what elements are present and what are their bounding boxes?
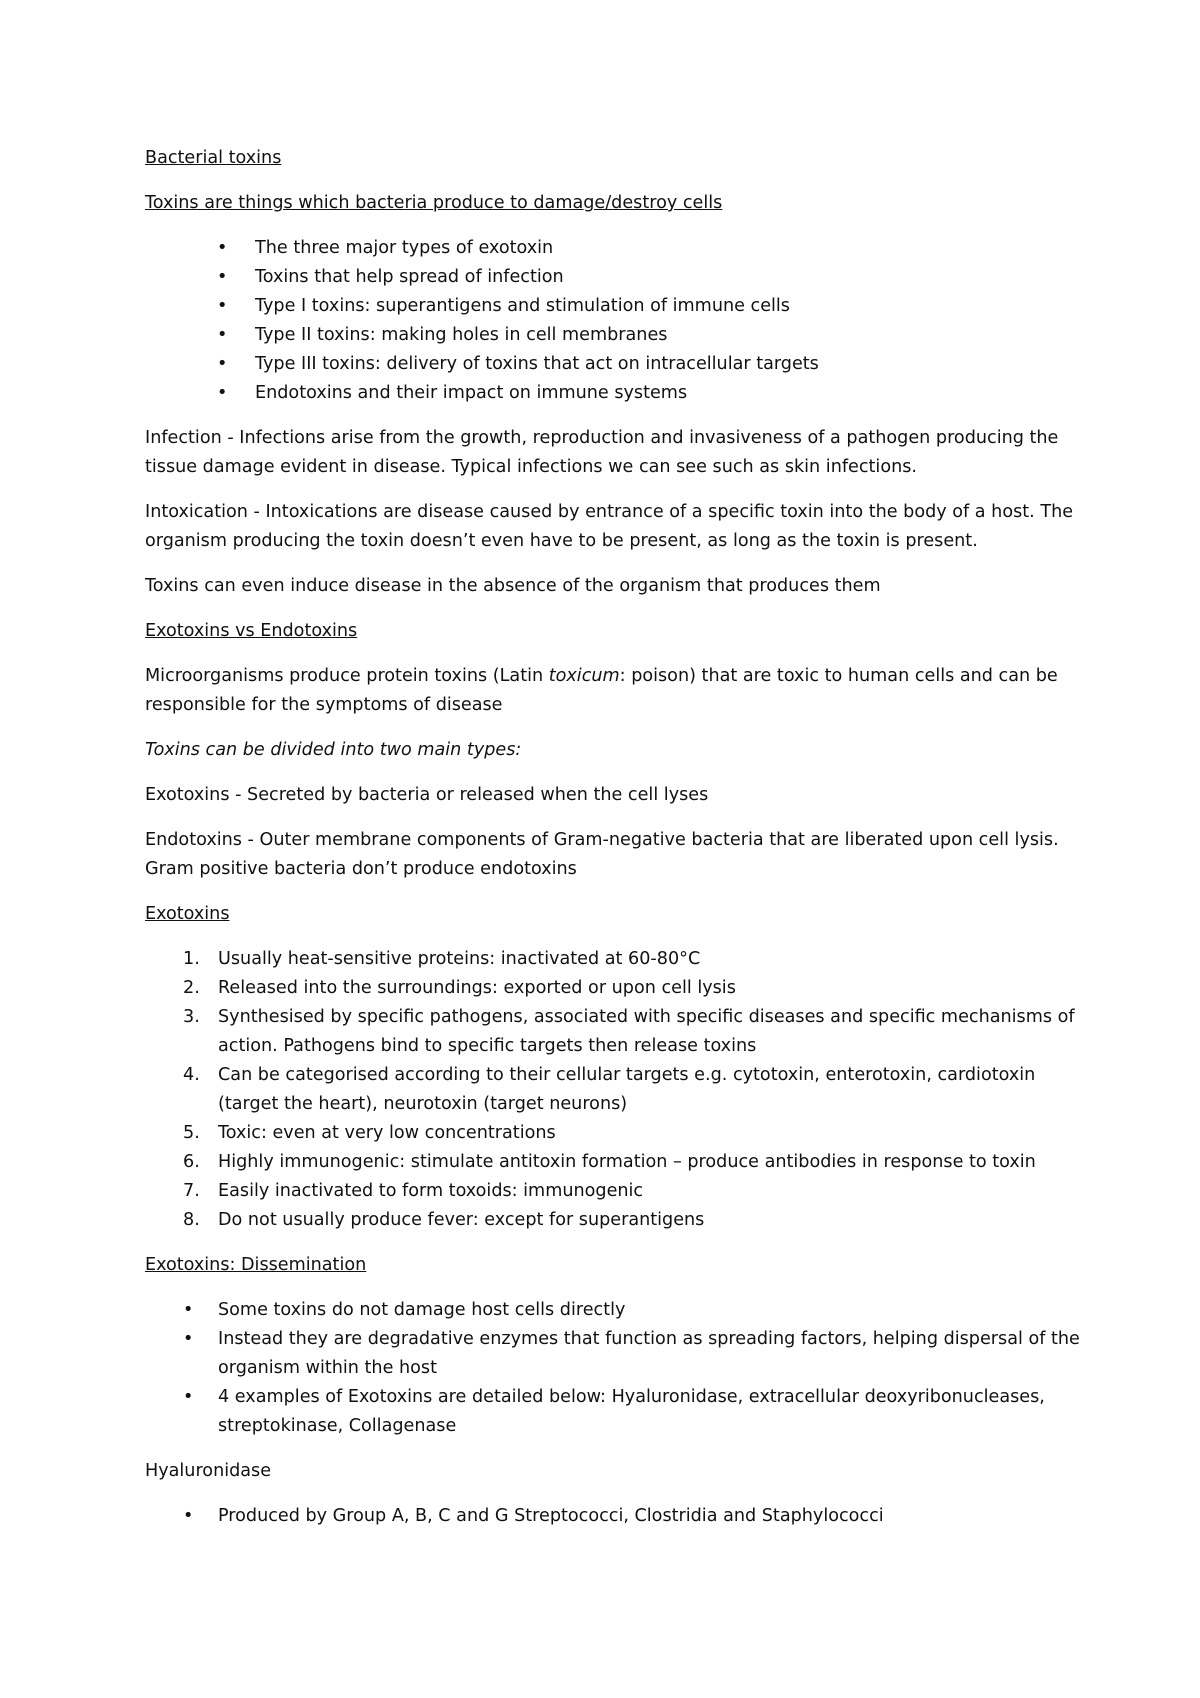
dissemination-heading: Exotoxins: Dissemination [145,1255,367,1275]
list-item [145,974,1080,1003]
list-item: • Produced by Group A, B, C and G Streptococci, Clostridia and Staphylococci [145,1502,1080,1531]
exo-vs-endo-heading: Exotoxins vs Endotoxins [145,621,358,641]
list-item-text: Synthesised by specific pathogens, associated with specific diseases and specific mechanisms of action. Pathogens bind to specific targets then release toxins [218,1007,1075,1056]
list-item: • Instead they are degradative enzymes that function as spreading factors, helping dispersal of the organism within the host [145,1325,1080,1383]
list-item [145,1177,1080,1206]
topics-list [145,234,1080,408]
list-number: 8. [183,1210,200,1230]
absence-paragraph: Toxins can even induce disease in the absence of the organism that produces them [145,576,881,596]
microorganisms-text-before: Microorganisms produce protein toxins (Latin [145,666,549,686]
list-item: • The three major types of exotoxin [145,234,1080,263]
list-item-text: Do not usually produce fever: except for superantigens [218,1210,705,1230]
microorganisms-paragraph [145,662,1080,720]
infection-paragraph: Infection - Infections arise from the growth, reproduction and invasiveness of a pathogen producing the tissue damage evident in disease. Typical infections we can see such as skin infections. [145,428,1059,477]
list-number: 2. [183,978,200,998]
exotoxin-properties-list [145,945,1080,1235]
dissemination-list [145,1296,1080,1441]
intoxication-paragraph: Intoxication - Intoxications are disease caused by entrance of a specific toxin into the body of a host. The organism producing the toxin doesn’t even have to be present, as long as the toxin is present. [145,502,1074,551]
microorganisms-text-after: : poison) that are toxic to human cells and can be responsible for the symptoms of disease [145,666,1058,715]
list-number: 1. [183,949,200,969]
list-item-text: Highly immunogenic: stimulate antitoxin formation – produce antibodies in response to toxin [218,1152,1036,1172]
list-item: • Toxins that help spread of infection [145,263,1080,292]
list-item-text: Toxic: even at very low concentrations [218,1123,556,1143]
list-item [145,1148,1080,1177]
list-item: • Type I toxins: superantigens and stimulation of immune cells [145,292,1080,321]
list-item-text: Usually heat-sensitive proteins: inactivated at 60-80°C [218,949,701,969]
list-number: 5. [183,1123,200,1143]
hyaluronidase-list [145,1502,1080,1531]
list-number: 7. [183,1181,200,1201]
exotoxins-heading: Exotoxins [145,904,230,924]
list-item: • Type III toxins: delivery of toxins that act on intracellular targets [145,350,1080,379]
list-item: • Type II toxins: making holes in cell membranes [145,321,1080,350]
list-number: 4. [183,1065,200,1085]
list-number: 3. [183,1007,200,1027]
list-item: • Some toxins do not damage host cells directly [145,1296,1080,1325]
list-item [145,1061,1080,1119]
list-item [145,945,1080,974]
list-item [145,1206,1080,1235]
list-item-text: Released into the surroundings: exported or upon cell lysis [218,978,736,998]
list-item [145,1003,1080,1061]
exotoxins-definition: Exotoxins - Secreted by bacteria or released when the cell lyses [145,785,709,805]
latin-term: toxicum [548,666,620,686]
list-item-text: Can be categorised according to their cellular targets e.g. cytotoxin, enterotoxin, cardiotoxin (target the heart), neurotoxin (target neurons) [218,1065,1036,1114]
endotoxins-definition: Endotoxins - Outer membrane components of Gram-negative bacteria that are liberated upon cell lysis. Gram positive bacteria don’t produce endotoxins [145,830,1059,879]
list-item [145,1119,1080,1148]
intro-heading: Toxins are things which bacteria produce to damage/destroy cells [145,193,723,213]
list-item-text: Easily inactivated to form toxoids: immunogenic [218,1181,644,1201]
list-number: 6. [183,1152,200,1172]
document-title: Bacterial toxins [145,148,282,168]
hyaluronidase-heading: Hyaluronidase [145,1461,272,1481]
two-types-paragraph: Toxins can be divided into two main types: [145,740,522,760]
list-item: • Endotoxins and their impact on immune systems [145,379,1080,408]
list-item: • 4 examples of Exotoxins are detailed below: Hyaluronidase, extracellular deoxyribonucleases, streptokinase, Collagenase [145,1383,1080,1441]
